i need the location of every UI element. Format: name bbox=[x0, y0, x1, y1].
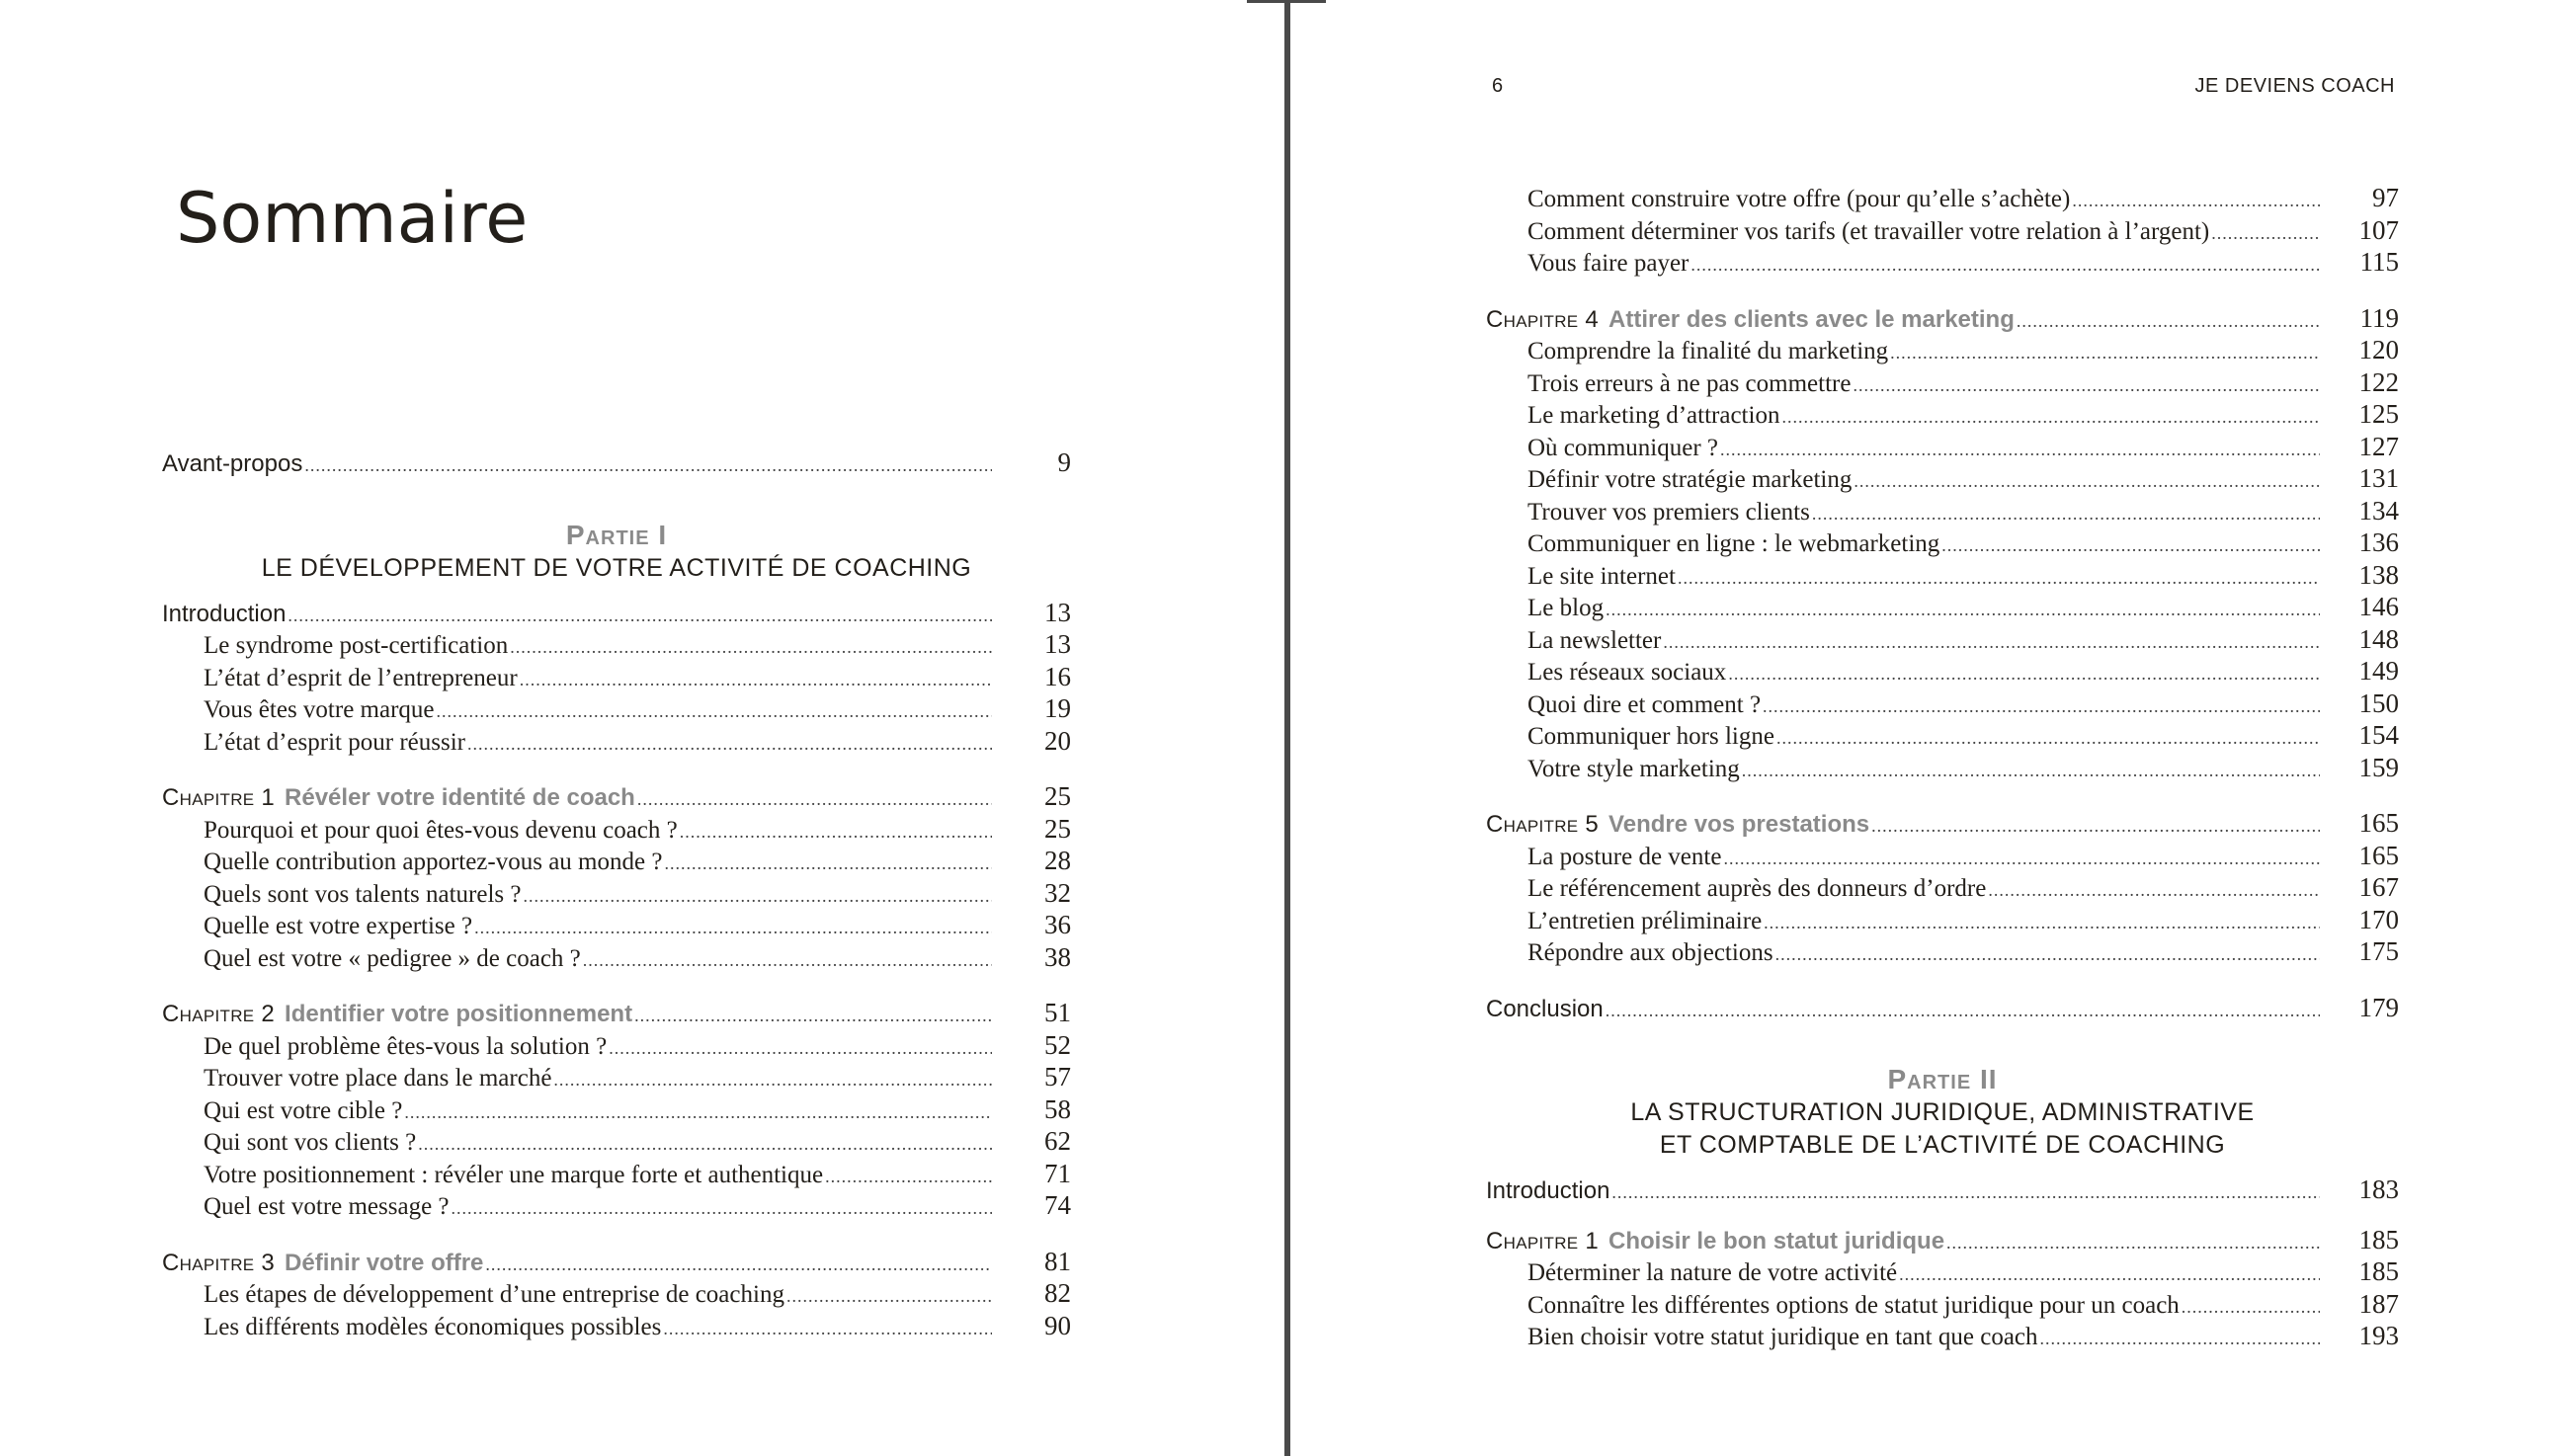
leader-dots bbox=[2211, 217, 2320, 250]
toc-page-number: 62 bbox=[1044, 1126, 1071, 1156]
toc-entry[interactable] bbox=[162, 692, 1071, 725]
leader-dots bbox=[510, 631, 992, 664]
leader-dots bbox=[1871, 810, 2320, 843]
toc-label: Quels sont vos talents naturels ? bbox=[204, 880, 522, 908]
leader-dots bbox=[1728, 658, 2320, 690]
toc-page-number: 119 bbox=[2359, 302, 2399, 333]
toc-entry[interactable] bbox=[162, 1093, 1071, 1126]
toc-label: Quelle est votre expertise ? bbox=[204, 913, 473, 939]
chapter-word: Chapitre 1 bbox=[162, 784, 276, 811]
toc-label: Vous êtes votre marque bbox=[204, 696, 435, 723]
leader-dots bbox=[1611, 1176, 2320, 1209]
leader-dots bbox=[2040, 1323, 2320, 1355]
leader-dots bbox=[1690, 249, 2320, 282]
toc-entry[interactable] bbox=[1486, 559, 2399, 592]
part-label: Partie I bbox=[565, 519, 668, 550]
toc-page-number: 179 bbox=[2358, 992, 2399, 1022]
leader-dots bbox=[1941, 529, 2320, 562]
toc-label: Comment construire votre offre (pour qu’elle s’achète) bbox=[1527, 186, 2071, 212]
toc-page-number: 185 bbox=[2358, 1224, 2399, 1254]
toc-label: Répondre aux objections bbox=[1527, 939, 1773, 966]
toc-page-number: 25 bbox=[1044, 781, 1071, 811]
toc-entry[interactable] bbox=[1486, 366, 2399, 399]
toc-page-number: 25 bbox=[1044, 813, 1071, 844]
toc-entry[interactable] bbox=[162, 661, 1071, 693]
toc-page-number: 165 bbox=[2358, 808, 2399, 838]
toc-label: Pourquoi et pour quoi êtes-vous devenu coach ? bbox=[204, 816, 678, 844]
chapter-title: Choisir le bon statut juridique bbox=[1608, 1227, 1945, 1254]
toc-label: Communiquer hors ligne bbox=[1527, 723, 1774, 750]
toc-page-number: 183 bbox=[2358, 1174, 2399, 1204]
toc-label: Les réseaux sociaux bbox=[1527, 659, 1727, 686]
toc-entry[interactable] bbox=[1486, 1255, 2399, 1288]
leader-dots bbox=[467, 728, 992, 761]
part-title-line-1: LA STRUCTURATION JURIDIQUE, ADMINISTRATIVE bbox=[1630, 1098, 2255, 1126]
toc-entry[interactable] bbox=[1486, 840, 2399, 872]
toc-entry[interactable] bbox=[1486, 935, 2399, 968]
toc-page-number: 154 bbox=[2358, 720, 2399, 750]
part-title: LE DÉVELOPPEMENT DE VOTRE ACTIVITÉ DE COACHING bbox=[261, 553, 972, 582]
toc-entry[interactable] bbox=[1486, 398, 2399, 431]
toc-label: Trouver votre place dans le marché bbox=[204, 1065, 552, 1092]
toc-entry-avant-propos[interactable] bbox=[162, 446, 1071, 479]
leader-dots bbox=[1853, 369, 2320, 402]
leader-dots bbox=[1606, 594, 2320, 626]
toc-label: Communiquer en ligne : le webmarketing bbox=[1527, 530, 1940, 557]
toc-label: Le référencement auprès des donneurs d’ordre bbox=[1527, 875, 1987, 902]
toc-page-number: 36 bbox=[1044, 910, 1071, 939]
toc-label: Quel est votre message ? bbox=[204, 1193, 450, 1220]
toc-entry[interactable] bbox=[1486, 591, 2399, 623]
toc-chapter-5[interactable] bbox=[1486, 807, 2399, 840]
toc-page-number: 107 bbox=[2358, 214, 2399, 245]
toc-entry[interactable] bbox=[1486, 719, 2399, 752]
toc-entry[interactable] bbox=[162, 1061, 1071, 1093]
leader-dots bbox=[1723, 843, 2320, 875]
leader-dots bbox=[680, 816, 992, 849]
toc-page-number: 16 bbox=[1044, 661, 1071, 691]
leader-dots bbox=[2017, 305, 2320, 338]
toc-label: La newsletter bbox=[1527, 626, 1662, 654]
leader-dots bbox=[825, 1161, 992, 1193]
part-label: Partie II bbox=[1887, 1064, 1998, 1094]
toc-label: Les différents modèles économiques possibles bbox=[204, 1313, 662, 1340]
chapter-title: Définir votre offre bbox=[285, 1249, 484, 1276]
toc-left bbox=[162, 446, 1071, 1341]
toc-page-number: 71 bbox=[1044, 1158, 1071, 1188]
toc-label: Avant-propos bbox=[162, 450, 303, 477]
toc-label: Qui sont vos clients ? bbox=[204, 1129, 417, 1156]
toc-page-number: 51 bbox=[1044, 998, 1071, 1027]
toc-page-number: 150 bbox=[2358, 688, 2399, 718]
toc-page-number: 193 bbox=[2358, 1321, 2399, 1350]
leader-dots bbox=[474, 912, 992, 944]
toc-chapter-3[interactable] bbox=[162, 1246, 1071, 1278]
toc-page-number: 138 bbox=[2358, 559, 2399, 590]
toc-label: Introduction bbox=[1486, 1177, 1610, 1204]
toc-page-number: 134 bbox=[2358, 495, 2399, 526]
toc-label: Les étapes de développement d’une entreprise de coaching bbox=[204, 1281, 784, 1308]
chapter-word: Chapitre 1 bbox=[1486, 1227, 1600, 1254]
toc-chapter-4[interactable] bbox=[1486, 302, 2399, 335]
toc-label: Conclusion bbox=[1486, 995, 1604, 1022]
leader-dots bbox=[1854, 465, 2320, 498]
leader-dots bbox=[663, 1313, 992, 1345]
toc-page-number: 57 bbox=[1044, 1062, 1071, 1092]
leader-dots bbox=[1781, 401, 2320, 434]
toc-label: L’état d’esprit pour réussir bbox=[204, 728, 465, 756]
chapter-title: Révéler votre identité de coach bbox=[285, 784, 635, 811]
chapter-word: Chapitre 2 bbox=[162, 1001, 276, 1027]
toc-page-number: 74 bbox=[1044, 1190, 1071, 1220]
leader-dots bbox=[418, 1128, 992, 1161]
toc-label: Trouver vos premiers clients bbox=[1527, 498, 1810, 526]
leader-dots bbox=[1890, 337, 2320, 369]
leader-dots bbox=[609, 1032, 992, 1065]
toc-label: Connaître les différentes options de statut juridique pour un coach bbox=[1527, 1291, 2180, 1319]
toc-page-number: 185 bbox=[2358, 1256, 2399, 1286]
part-heading bbox=[162, 519, 1071, 585]
toc-page-number: 97 bbox=[2372, 183, 2399, 212]
leader-dots bbox=[1764, 907, 2320, 939]
leader-dots bbox=[288, 600, 992, 632]
toc-entry[interactable] bbox=[1486, 431, 2399, 463]
toc-entry[interactable] bbox=[1486, 246, 2399, 279]
leader-dots bbox=[1663, 626, 2320, 659]
toc-page-number: 149 bbox=[2358, 656, 2399, 686]
toc-label: Définir votre stratégie marketing bbox=[1527, 466, 1853, 493]
leader-dots bbox=[404, 1096, 992, 1129]
toc-entry-introduction[interactable] bbox=[162, 597, 1071, 629]
toc-page-number: 120 bbox=[2358, 335, 2399, 364]
toc-page-number: 81 bbox=[1044, 1246, 1071, 1276]
toc-entry[interactable] bbox=[162, 877, 1071, 910]
toc-entry[interactable] bbox=[1486, 655, 2399, 688]
toc-page-number: 146 bbox=[2358, 592, 2399, 621]
toc-label: L’entretien préliminaire bbox=[1527, 907, 1763, 934]
leader-dots bbox=[1812, 498, 2320, 530]
chapter-word: Chapitre 5 bbox=[1486, 811, 1600, 838]
toc-label: Votre positionnement : révéler une marque forte et authentique bbox=[204, 1161, 824, 1188]
leader-dots bbox=[786, 1280, 992, 1313]
toc-entry[interactable] bbox=[1486, 214, 2399, 247]
toc-page-number: 58 bbox=[1044, 1093, 1071, 1124]
leader-dots bbox=[1988, 874, 2320, 907]
leader-dots bbox=[1720, 434, 2320, 466]
leader-dots bbox=[1775, 938, 2320, 971]
toc-label: Déterminer la nature de votre activité bbox=[1527, 1259, 1898, 1286]
toc-label: Quelle contribution apportez-vous au monde ? bbox=[204, 849, 663, 875]
part-heading bbox=[1486, 1063, 2399, 1162]
toc-label: Comprendre la finalité du marketing bbox=[1527, 338, 1889, 364]
toc-page-number: 115 bbox=[2359, 247, 2399, 277]
leader-dots bbox=[553, 1064, 992, 1096]
toc-page-number: 167 bbox=[2358, 872, 2399, 902]
right-page bbox=[1290, 0, 2555, 1456]
toc-entry[interactable] bbox=[1486, 1320, 2399, 1352]
toc-page-number: 131 bbox=[2358, 463, 2399, 493]
page-number: 6 bbox=[1492, 75, 1504, 97]
toc-entry-conclusion[interactable] bbox=[1486, 992, 2399, 1024]
toc-entry[interactable] bbox=[162, 1125, 1071, 1158]
toc-label: La posture de vente bbox=[1527, 843, 1722, 870]
toc-label: Qui est votre cible ? bbox=[204, 1096, 403, 1124]
toc-entry[interactable] bbox=[1486, 688, 2399, 720]
toc-entry[interactable] bbox=[162, 813, 1071, 846]
toc-page-number: 52 bbox=[1044, 1029, 1071, 1060]
running-title: JE DEVIENS COACH bbox=[2194, 75, 2395, 97]
toc-label: Le marketing d’attraction bbox=[1527, 402, 1780, 429]
toc-page-number: 82 bbox=[1044, 1278, 1071, 1308]
toc-page-number: 187 bbox=[2358, 1288, 2399, 1319]
toc-entry[interactable] bbox=[162, 941, 1071, 974]
toc-page-number: 20 bbox=[1044, 725, 1071, 756]
toc-entry[interactable] bbox=[1486, 462, 2399, 495]
toc-entry[interactable] bbox=[1486, 495, 2399, 527]
chapter-word: Chapitre 4 bbox=[1486, 305, 1600, 333]
leader-dots bbox=[437, 695, 992, 728]
leader-dots bbox=[523, 880, 992, 913]
toc-page-number: 38 bbox=[1044, 941, 1071, 972]
leader-dots bbox=[583, 944, 992, 977]
leader-dots bbox=[1606, 995, 2320, 1027]
chapter-title: Attirer des clients avec le marketing bbox=[1608, 305, 2015, 333]
toc-page-number: 125 bbox=[2358, 399, 2399, 429]
toc-page-number: 90 bbox=[1044, 1310, 1071, 1340]
toc-entry[interactable] bbox=[1486, 904, 2399, 936]
leader-dots bbox=[1742, 755, 2320, 787]
toc-entry[interactable] bbox=[162, 1310, 1071, 1342]
toc-entry[interactable] bbox=[162, 725, 1071, 758]
toc-label: Le blog bbox=[1527, 595, 1605, 621]
toc-page-number: 9 bbox=[1057, 447, 1071, 477]
toc-entry-introduction[interactable] bbox=[1486, 1173, 2399, 1206]
toc-page-number: 175 bbox=[2358, 936, 2399, 966]
leader-dots bbox=[637, 783, 992, 816]
toc-part2-chapter-1[interactable] bbox=[1486, 1224, 2399, 1256]
toc-label: Introduction bbox=[162, 600, 287, 627]
toc-label: De quel problème êtes-vous la solution ? bbox=[204, 1032, 608, 1060]
chapter-word: Chapitre 3 bbox=[162, 1249, 276, 1276]
leader-dots bbox=[520, 664, 992, 696]
toc-label: Quel est votre « pedigree » de coach ? bbox=[204, 944, 581, 972]
leader-dots bbox=[1946, 1227, 2320, 1259]
leader-dots bbox=[664, 848, 992, 880]
toc-entry[interactable] bbox=[1486, 182, 2399, 214]
leader-dots bbox=[1678, 562, 2320, 595]
leader-dots bbox=[2182, 1291, 2320, 1324]
toc-entry[interactable] bbox=[1486, 334, 2399, 366]
toc-entry[interactable] bbox=[162, 909, 1071, 941]
toc-page-number: 13 bbox=[1044, 597, 1071, 627]
toc-entry[interactable] bbox=[1486, 871, 2399, 904]
toc-entry[interactable] bbox=[162, 1029, 1071, 1062]
toc-entry[interactable] bbox=[162, 1189, 1071, 1222]
leader-dots bbox=[1899, 1258, 2320, 1291]
toc-entry[interactable] bbox=[1486, 623, 2399, 656]
toc-label: Où communiquer ? bbox=[1527, 434, 1719, 461]
page-title: Sommaire bbox=[176, 178, 529, 259]
toc-label: Le syndrome post-certification bbox=[204, 632, 509, 659]
chapter-title: Vendre vos prestations bbox=[1608, 811, 1870, 838]
toc-page-number: 159 bbox=[2358, 752, 2399, 782]
toc-page-number: 148 bbox=[2358, 623, 2399, 654]
part-title-line-2: ET COMPTABLE DE L’ACTIVITÉ DE COACHING bbox=[1659, 1131, 2226, 1159]
toc-page-number: 122 bbox=[2358, 366, 2399, 397]
toc-page-number: 28 bbox=[1044, 846, 1071, 875]
toc-entry[interactable] bbox=[162, 845, 1071, 877]
leader-dots bbox=[304, 449, 992, 482]
leader-dots bbox=[2072, 185, 2320, 217]
toc-label: Vous faire payer bbox=[1527, 250, 1690, 277]
leader-dots bbox=[1763, 690, 2320, 723]
toc-label: Quoi dire et comment ? bbox=[1527, 690, 1762, 718]
toc-entry[interactable] bbox=[162, 1158, 1071, 1190]
toc-label: Le site internet bbox=[1527, 562, 1676, 590]
toc-page-number: 136 bbox=[2358, 527, 2399, 557]
toc-label: Bien choisir votre statut juridique en tant que coach bbox=[1527, 1324, 2038, 1350]
toc-entry[interactable] bbox=[1486, 1288, 2399, 1321]
toc-label: Trois erreurs à ne pas commettre bbox=[1527, 369, 1852, 397]
toc-right bbox=[1486, 182, 2399, 1352]
toc-page-number: 13 bbox=[1044, 629, 1071, 659]
toc-entry[interactable] bbox=[1486, 752, 2399, 784]
toc-page-number: 165 bbox=[2358, 840, 2399, 870]
toc-page-number: 32 bbox=[1044, 877, 1071, 908]
toc-page-number: 19 bbox=[1044, 693, 1071, 723]
toc-entry[interactable] bbox=[162, 628, 1071, 661]
chapter-title: Identifier votre positionnement bbox=[285, 1001, 633, 1027]
toc-chapter-1[interactable] bbox=[162, 780, 1071, 813]
toc-chapter-2[interactable] bbox=[162, 997, 1071, 1029]
toc-label: Comment déterminer vos tarifs (et travailler votre relation à l’argent) bbox=[1527, 217, 2210, 245]
leader-dots bbox=[452, 1192, 992, 1225]
toc-label: Votre style marketing bbox=[1527, 755, 1740, 782]
toc-page-number: 170 bbox=[2358, 904, 2399, 934]
leader-dots bbox=[634, 1000, 992, 1032]
leader-dots bbox=[1776, 722, 2320, 755]
leader-dots bbox=[485, 1249, 992, 1281]
toc-page-number: 127 bbox=[2358, 431, 2399, 461]
toc-entry[interactable] bbox=[1486, 526, 2399, 559]
toc-label: L’état d’esprit de l’entrepreneur bbox=[204, 664, 518, 691]
toc-entry[interactable] bbox=[162, 1277, 1071, 1310]
